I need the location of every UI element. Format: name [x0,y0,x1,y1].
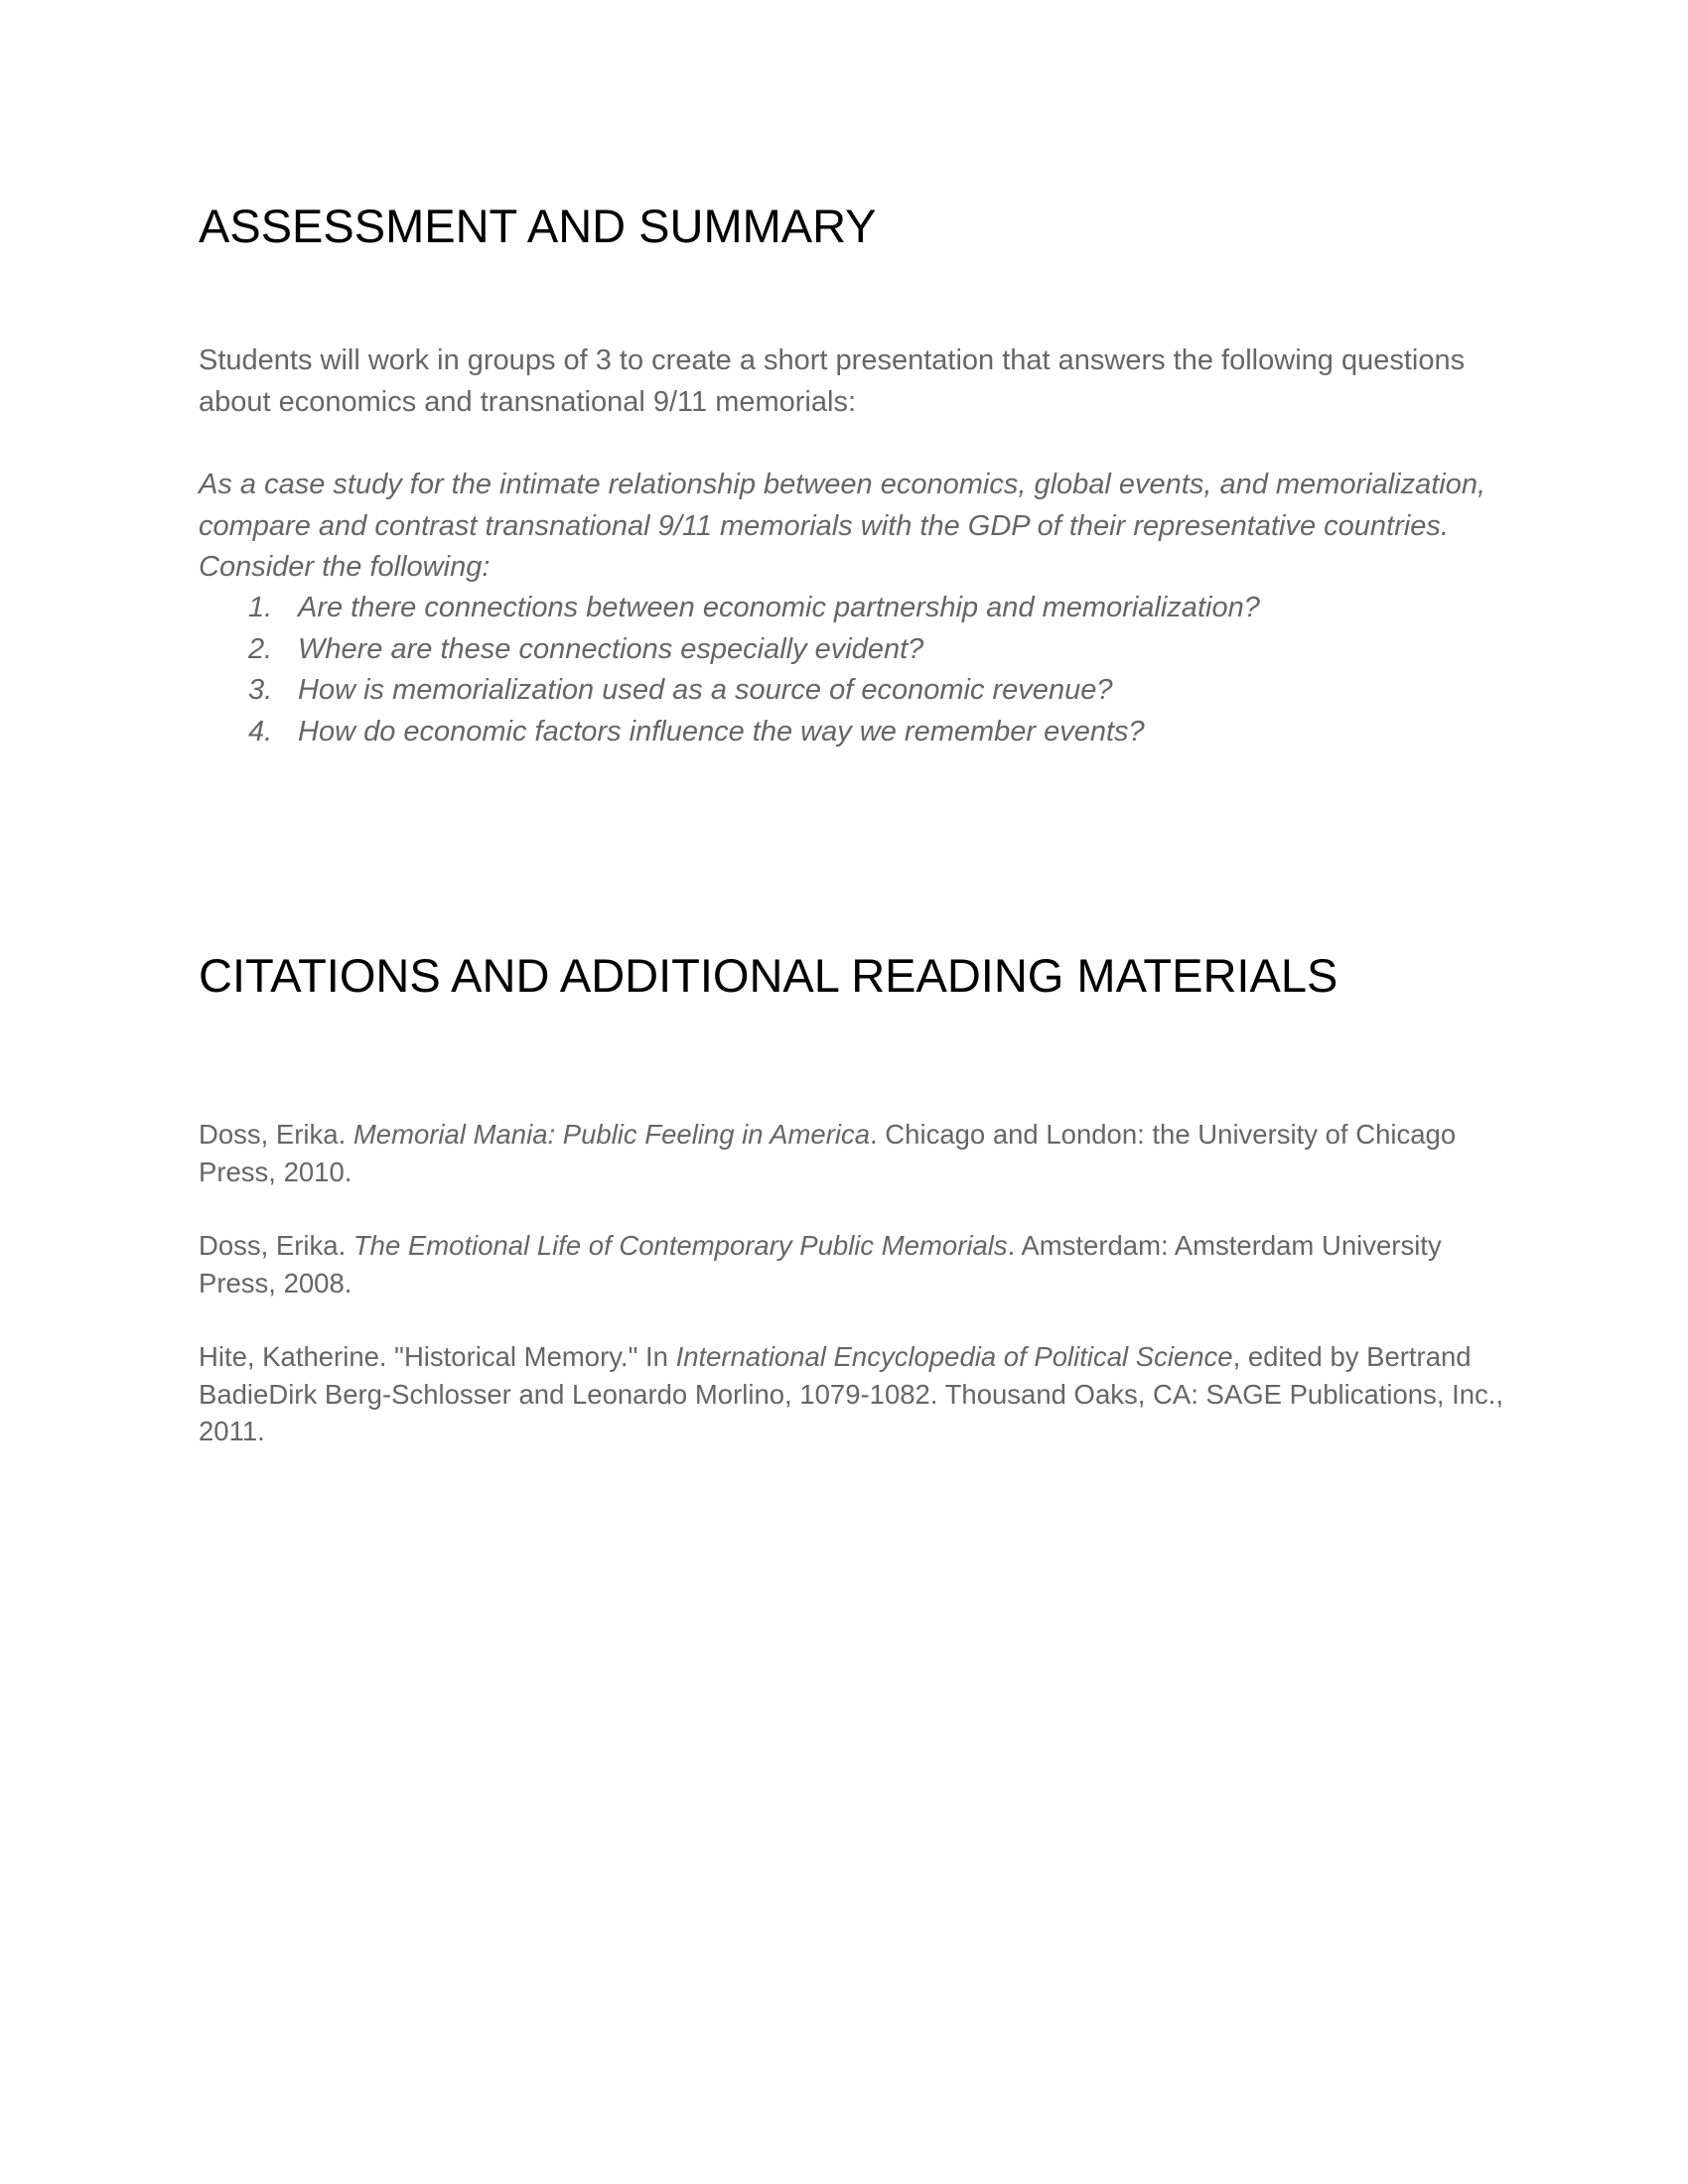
list-item-text: Where are these connections especially evident? [298,632,924,665]
list-item [199,670,1509,712]
list-item-number: 3. [248,674,273,706]
list-item-text: Are there connections between economic partnership and memorialization? [298,592,1260,623]
citation-details: . Amsterdam: Amsterdam University Press, 2008. [199,1230,1442,1298]
list-item [199,588,1509,629]
citations-heading: CITATIONS AND ADDITIONAL READING MATERIALS [199,949,1338,1002]
citation-title: International Encyclopedia of Political Science [675,1341,1233,1372]
list-item-number: 1. [248,592,273,623]
list-item-text: How is memorialization used as a source of economic revenue? [298,674,1113,706]
assessment-heading: ASSESSMENT AND SUMMARY [199,200,877,252]
citation-entry [199,1338,1519,1450]
list-item-number: 2. [248,632,273,665]
citation-author: Doss, Erika. [199,1119,353,1150]
questions-list [199,588,1509,752]
citation-title: The Emotional Life of Contemporary Public Memorials [352,1230,1008,1261]
citation-details: , edited by Bertrand BadieDirk Berg-Schlosser and Leonardo Morlino, 1079-1082. Thousand Oaks, CA: SAGE Publications, Inc., 2011. [199,1341,1504,1446]
list-item [199,712,1509,753]
list-item-number: 4. [248,715,273,748]
citation-entry [199,1116,1519,1190]
list-item [199,629,1509,671]
citation-title: Memorial Mania: Public Feeling in America [352,1119,871,1150]
assessment-prompt: As a case study for the intimate relationship between economics, global events, and memorialization, compare and contrast transnational 9/11 memorials with the GDP of their representative countries. Consider the following: [199,469,1486,583]
citation-author: Hite, Katherine. "Historical Memory." In [199,1341,676,1372]
citation-entry [199,1227,1519,1301]
citation-author: Doss, Erika. [199,1230,353,1261]
assessment-intro: Students will work in groups of 3 to create a short presentation that answers the following questions about economics and transnational 9/11 memorials: [199,344,1466,418]
citation-details: . Chicago and London: the University of Chicago Press, 2010. [199,1119,1457,1187]
list-item-text: How do economic factors influence the way we remember events? [298,715,1145,748]
